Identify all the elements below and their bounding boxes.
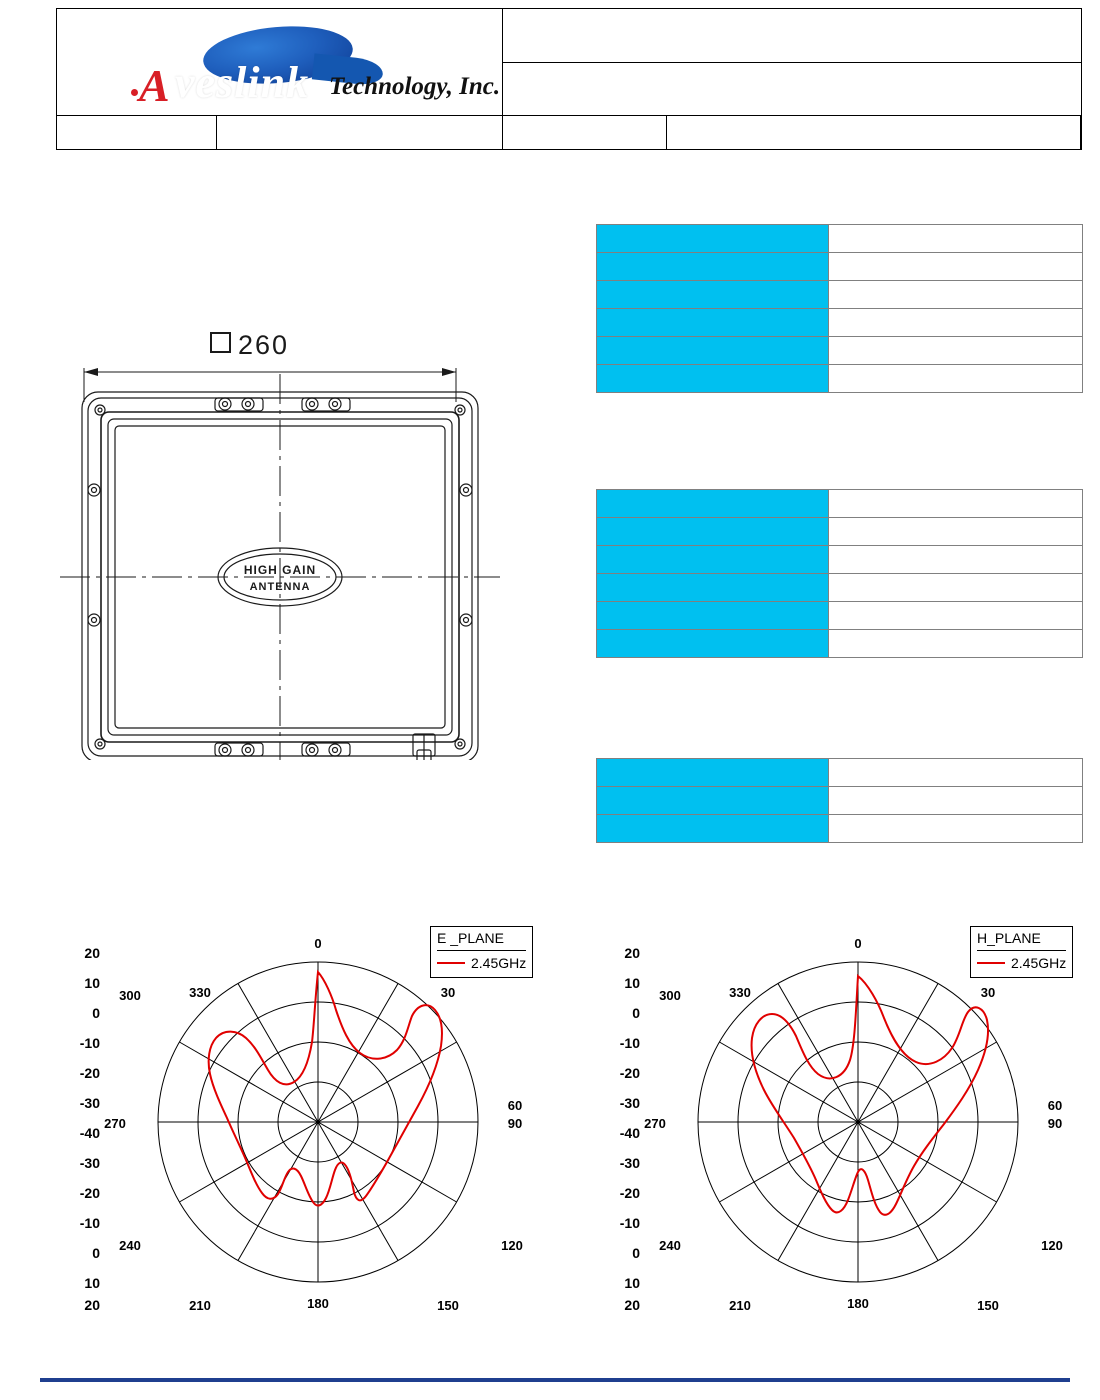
radial-tick: 20	[84, 945, 100, 961]
radial-tick: 20	[624, 1297, 640, 1310]
table-row	[597, 787, 1083, 815]
legend-entry	[977, 954, 1066, 973]
table-row	[597, 574, 1083, 602]
table-row	[597, 253, 1083, 281]
header-meta-cell-4	[667, 116, 1081, 150]
angle-tick-60: 60	[1047, 1098, 1063, 1113]
angle-tick-330: 330	[189, 985, 211, 1000]
spec-table-mechanical	[596, 489, 1083, 658]
radial-tick: 0	[632, 1005, 640, 1021]
spec-key	[597, 815, 829, 843]
spec-key	[597, 337, 829, 365]
angle-tick-180: 180	[847, 1296, 869, 1310]
angle-tick-270: 270	[104, 1116, 126, 1131]
document-header	[56, 8, 1082, 150]
spec-value	[829, 225, 1083, 253]
spec-key	[597, 574, 829, 602]
radial-tick: -10	[619, 1035, 640, 1051]
table-row	[597, 602, 1083, 630]
angle-tick-120: 120	[501, 1238, 523, 1253]
spec-value	[829, 815, 1083, 843]
logo-red-dot	[131, 89, 138, 96]
header-meta-cell-1	[57, 116, 217, 150]
spec-table-environmental	[596, 758, 1083, 843]
header-meta-cell-3	[503, 116, 667, 150]
header-title-cells	[503, 9, 1081, 115]
spec-value	[829, 787, 1083, 815]
angle-tick-60: 60	[507, 1098, 523, 1113]
radial-tick: 0	[92, 1005, 100, 1021]
angle-tick-270: 270	[644, 1116, 666, 1131]
angle-tick-210: 210	[729, 1298, 751, 1310]
trace-2-45ghz	[209, 972, 442, 1205]
header-meta-cell-2	[217, 116, 503, 150]
table-row	[597, 518, 1083, 546]
legend-e-plane	[430, 926, 533, 978]
dimension-label	[210, 330, 289, 361]
radial-tick: 10	[84, 1275, 100, 1291]
angle-tick-30: 30	[980, 985, 996, 1000]
logo-wordmark: veslink	[175, 58, 310, 107]
logo-letter-a: A	[139, 60, 170, 111]
table-row	[597, 630, 1083, 658]
table-row	[597, 759, 1083, 787]
angle-tick-300: 300	[659, 988, 681, 1003]
polar-plot-e-plane	[60, 910, 580, 1310]
radial-tick: 10	[624, 1275, 640, 1291]
radial-tick: -20	[79, 1185, 100, 1201]
spec-value	[829, 574, 1083, 602]
spec-key	[597, 546, 829, 574]
legend-color-swatch	[977, 962, 1005, 964]
radial-tick: -30	[619, 1095, 640, 1111]
angle-tick-210: 210	[189, 1298, 211, 1310]
angle-tick-90: 90	[1047, 1116, 1063, 1131]
table-row	[597, 546, 1083, 574]
spec-value	[829, 281, 1083, 309]
radial-tick: 20	[84, 1297, 100, 1310]
spec-key	[597, 365, 829, 393]
legend-series-label: 2.45GHz	[1011, 954, 1067, 971]
spec-value	[829, 337, 1083, 365]
angle-tick-30: 30	[440, 985, 456, 1000]
spec-key	[597, 787, 829, 815]
legend-title: H_PLANE	[977, 929, 1066, 951]
angle-tick-300: 300	[119, 988, 141, 1003]
angle-tick-240: 240	[119, 1238, 141, 1253]
radial-tick: -10	[619, 1215, 640, 1231]
angle-tick-90: 90	[507, 1116, 523, 1131]
header-top-row	[57, 9, 1081, 116]
logo-cell	[57, 9, 503, 115]
table-row	[597, 337, 1083, 365]
angle-tick-330: 330	[729, 985, 751, 1000]
table-row	[597, 281, 1083, 309]
radial-tick: -30	[79, 1095, 100, 1111]
radial-tick: -40	[619, 1125, 640, 1141]
spec-value	[829, 518, 1083, 546]
radial-tick: -40	[79, 1125, 100, 1141]
table-row	[597, 309, 1083, 337]
angle-tick-0: 0	[314, 936, 322, 951]
angle-tick-150: 150	[977, 1298, 999, 1310]
radial-tick: -10	[79, 1215, 100, 1231]
angle-tick-180: 180	[307, 1296, 329, 1310]
legend-color-swatch	[437, 962, 465, 964]
spec-key	[597, 309, 829, 337]
radial-tick: 20	[624, 945, 640, 961]
square-symbol-icon	[210, 332, 231, 353]
table-row	[597, 365, 1083, 393]
spec-key	[597, 518, 829, 546]
spec-value	[829, 490, 1083, 518]
radial-tick: -30	[619, 1155, 640, 1171]
spec-key	[597, 759, 829, 787]
antenna-label-line-2: ANTENNA	[249, 581, 311, 593]
company-logo	[75, 27, 501, 111]
spec-key	[597, 253, 829, 281]
radial-tick: -20	[619, 1185, 640, 1201]
angle-tick-240: 240	[659, 1238, 681, 1253]
antenna-label-line-1: HIGH GAIN	[243, 563, 317, 577]
antenna-outline-drawing	[60, 330, 500, 760]
radial-tick: 10	[84, 975, 100, 991]
angle-tick-120: 120	[1041, 1238, 1063, 1253]
radial-tick: -30	[79, 1155, 100, 1171]
spec-table-electrical	[596, 224, 1083, 393]
legend-title: E _PLANE	[437, 929, 526, 951]
angle-tick-150: 150	[437, 1298, 459, 1310]
spec-value	[829, 253, 1083, 281]
dimension-value: 260	[238, 330, 290, 360]
spec-key	[597, 630, 829, 658]
table-row	[597, 815, 1083, 843]
spec-value	[829, 759, 1083, 787]
trace-2-45ghz	[752, 976, 988, 1215]
legend-h-plane	[970, 926, 1073, 978]
radial-tick: -20	[619, 1065, 640, 1081]
legend-series-label: 2.45GHz	[471, 954, 527, 971]
logo-company-suffix: Technology, Inc.	[329, 73, 501, 100]
header-meta-row	[57, 116, 1081, 150]
spec-value	[829, 546, 1083, 574]
angle-tick-0: 0	[854, 936, 862, 951]
spec-key	[597, 602, 829, 630]
table-row	[597, 490, 1083, 518]
radial-tick: -10	[79, 1035, 100, 1051]
mechanical-drawing	[60, 330, 500, 800]
footer-divider	[40, 1378, 1070, 1382]
legend-entry	[437, 954, 526, 973]
radial-tick: 10	[624, 975, 640, 991]
spec-value	[829, 309, 1083, 337]
header-title-row-1	[503, 9, 1081, 63]
spec-key	[597, 225, 829, 253]
spec-key	[597, 281, 829, 309]
polar-plot-h-plane	[600, 910, 1100, 1310]
spec-value	[829, 630, 1083, 658]
spec-value	[829, 602, 1083, 630]
spec-key	[597, 490, 829, 518]
table-row	[597, 225, 1083, 253]
header-title-row-2	[503, 63, 1081, 116]
radial-tick: 0	[92, 1245, 100, 1261]
radial-tick: 0	[632, 1245, 640, 1261]
spec-value	[829, 365, 1083, 393]
radial-tick: -20	[79, 1065, 100, 1081]
